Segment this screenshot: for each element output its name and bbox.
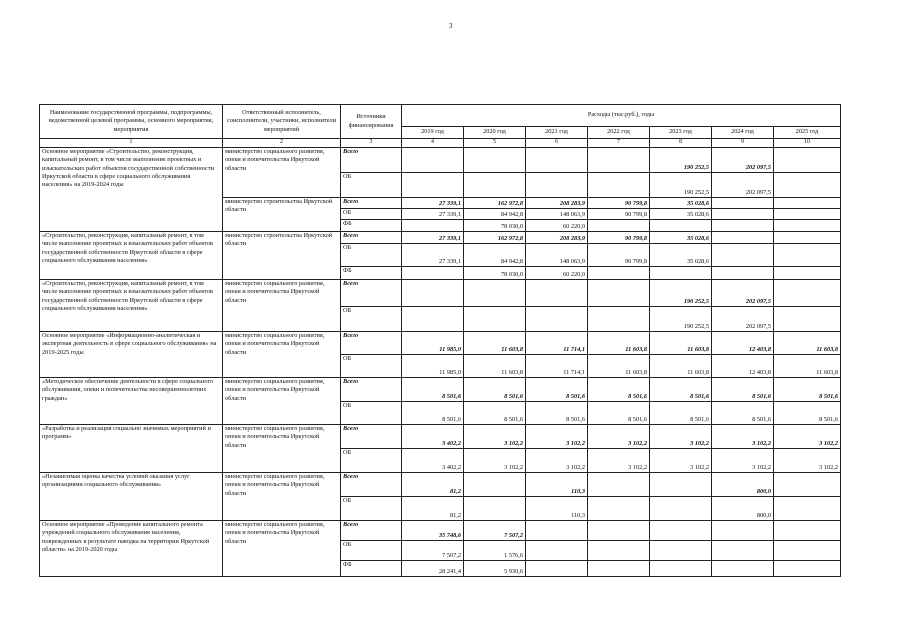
expense-value	[774, 496, 841, 520]
expense-value: 110,3	[526, 472, 588, 496]
expense-value: 35 028,6	[650, 208, 712, 219]
funding-source: Всего	[341, 279, 402, 306]
measure-name: Основное мероприятие «Проведение капитального ремонта учреждений социального обслуживания населения, поврежденных в результате паводка на территории Иркутской области» на 2019-2020 годы	[40, 520, 223, 576]
funding-source: ФБ	[341, 266, 402, 279]
expense-value	[526, 540, 588, 560]
expense-value: 3 102,2	[588, 448, 650, 472]
expense-value: 8 501,6	[464, 401, 526, 424]
funding-source: ОБ	[341, 306, 402, 331]
expense-value: 190 252,5	[650, 147, 712, 172]
responsible-executor: министерство социального развития, опеки и попечительства Иркутской области	[223, 520, 341, 576]
header-name: Наименование государственной программы, подпрограммы, ведомственной целевой программы, основного мероприятия, мероприятия	[40, 105, 223, 139]
expense-value	[774, 279, 841, 306]
expense-value	[464, 496, 526, 520]
funding-source: ОБ	[341, 496, 402, 520]
expense-value	[588, 306, 650, 331]
expense-value: 8 501,6	[402, 377, 464, 401]
expense-value	[712, 243, 774, 266]
expense-value: 110,3	[526, 496, 588, 520]
expense-value: 84 942,8	[464, 243, 526, 266]
column-index: 10	[774, 139, 841, 148]
funding-source: ФБ	[341, 560, 402, 576]
header-responsible: Ответственный исполнитель, соисполнители, участники, исполнители мероприятий	[223, 105, 341, 139]
column-index: 4	[402, 139, 464, 148]
header-year: 2022 год	[588, 127, 650, 139]
expense-value	[402, 306, 464, 331]
expense-value: 12 403,8	[712, 354, 774, 377]
page-number: 3	[449, 22, 453, 30]
header-year: 2024 год	[712, 127, 774, 139]
funding-source: ОБ	[341, 540, 402, 560]
expense-value	[712, 560, 774, 576]
expense-value: 162 972,8	[464, 231, 526, 243]
expense-value	[774, 540, 841, 560]
column-index: 5	[464, 139, 526, 148]
expense-value	[402, 266, 464, 279]
expense-value: 84 942,8	[464, 208, 526, 219]
expense-value	[712, 219, 774, 231]
expense-value: 202 097,5	[712, 306, 774, 331]
expense-value: 11 603,8	[774, 354, 841, 377]
header-source: Источники финансирования	[341, 105, 402, 139]
expense-value: 8 501,6	[588, 377, 650, 401]
table-row	[40, 331, 841, 354]
expense-value	[650, 219, 712, 231]
expense-value	[588, 560, 650, 576]
expense-value: 162 972,8	[464, 197, 526, 208]
expense-value: 81,2	[402, 496, 464, 520]
expense-value: 11 714,1	[526, 354, 588, 377]
expense-value: 3 102,2	[464, 448, 526, 472]
expense-value: 8 501,6	[464, 377, 526, 401]
expense-value	[712, 266, 774, 279]
expense-value: 11 603,8	[588, 354, 650, 377]
expense-value: 90 799,8	[588, 243, 650, 266]
expense-value: 28 241,4	[402, 560, 464, 576]
expense-value: 7 507,2	[464, 520, 526, 540]
expense-value	[774, 472, 841, 496]
expense-value: 11 603,8	[650, 331, 712, 354]
expense-value: 208 283,9	[526, 231, 588, 243]
expense-value: 11 985,0	[402, 331, 464, 354]
table-row	[40, 231, 841, 243]
measure-name: «Строительство, реконструкция, капитальный ремонт, в том числе выполнение проектных и изыскательских работ объектов государственной собственности Иркутской области в сфере социального обслуживания населения»	[40, 279, 223, 331]
measure-name: «Методическое обеспечение деятельности в сфере социального обслуживания, опеки и попечительства несовершеннолетних граждан»	[40, 377, 223, 424]
expense-value: 3 402,2	[402, 448, 464, 472]
expense-value	[650, 540, 712, 560]
expense-value	[588, 520, 650, 540]
expense-value	[650, 496, 712, 520]
expense-value	[650, 560, 712, 576]
expense-value: 190 252,5	[650, 279, 712, 306]
expense-value: 8 501,6	[774, 377, 841, 401]
funding-source: ФБ	[341, 219, 402, 231]
expense-value: 12 403,8	[712, 331, 774, 354]
column-index: 8	[650, 139, 712, 148]
expense-value	[526, 560, 588, 576]
expense-value: 3 102,2	[588, 424, 650, 448]
column-index: 9	[712, 139, 774, 148]
expense-value: 90 799,8	[588, 231, 650, 243]
funding-source: ОБ	[341, 401, 402, 424]
expense-value: 11 714,1	[526, 331, 588, 354]
expense-value	[526, 147, 588, 172]
expense-value: 8 501,6	[526, 377, 588, 401]
expense-value	[402, 219, 464, 231]
expense-value: 35 028,6	[650, 197, 712, 208]
expense-value: 35 028,6	[650, 243, 712, 266]
expense-value	[650, 266, 712, 279]
expense-value: 8 501,6	[774, 401, 841, 424]
expense-value	[464, 472, 526, 496]
expense-value: 3 102,2	[526, 424, 588, 448]
funding-source: Всего	[341, 472, 402, 496]
table-row	[40, 279, 841, 306]
expense-value: 8 501,6	[650, 377, 712, 401]
expense-value: 78 030,0	[464, 266, 526, 279]
table-row	[40, 424, 841, 448]
measure-name: Основное мероприятие «Строительство, реконструкция, капитальный ремонт, в том числе выполнение проектных и изыскательских работ объектов государственной собственности Иркутской области в сфере социального обслуживания населения» на 2019-2024 годы	[40, 147, 223, 231]
expense-value	[402, 279, 464, 306]
expense-value: 1 576,6	[464, 540, 526, 560]
expense-value: 90 799,8	[588, 197, 650, 208]
expense-value	[464, 172, 526, 197]
expense-value: 190 252,5	[650, 172, 712, 197]
expense-value: 35 028,6	[650, 231, 712, 243]
expense-value: 81,2	[402, 472, 464, 496]
expense-value	[588, 172, 650, 197]
header-expenses: Расходы (тыс.руб.), годы	[402, 105, 841, 127]
funding-source: ОБ	[341, 354, 402, 377]
expense-value: 8 501,6	[712, 401, 774, 424]
expense-value: 208 283,9	[526, 197, 588, 208]
expense-value	[774, 231, 841, 243]
expense-value	[526, 279, 588, 306]
expense-value: 3 102,2	[774, 448, 841, 472]
expense-value: 35 748,6	[402, 520, 464, 540]
expense-value: 148 063,9	[526, 243, 588, 266]
funding-source: Всего	[341, 197, 402, 208]
expense-value	[464, 279, 526, 306]
expense-value	[774, 266, 841, 279]
expense-value	[774, 219, 841, 231]
expense-value: 800,0	[712, 496, 774, 520]
expense-value: 190 252,5	[650, 306, 712, 331]
expense-value: 11 603,8	[464, 331, 526, 354]
expense-value: 3 102,2	[650, 424, 712, 448]
expense-value: 27 339,1	[402, 231, 464, 243]
expense-value	[774, 306, 841, 331]
table-row	[40, 147, 841, 172]
expense-value	[650, 520, 712, 540]
expense-value: 8 501,6	[712, 377, 774, 401]
column-index: 1	[40, 139, 223, 148]
funding-source: ОБ	[341, 208, 402, 219]
column-index: 2	[223, 139, 341, 148]
table-row	[40, 472, 841, 496]
expense-value	[712, 540, 774, 560]
expense-value: 60 220,0	[526, 266, 588, 279]
funding-source: Всего	[341, 147, 402, 172]
expense-value	[774, 172, 841, 197]
expense-value	[588, 219, 650, 231]
expense-value: 8 501,6	[402, 401, 464, 424]
table-row	[40, 377, 841, 401]
funding-source: ОБ	[341, 243, 402, 266]
expense-value	[402, 172, 464, 197]
expense-value: 27 339,1	[402, 197, 464, 208]
expense-value: 3 102,2	[650, 448, 712, 472]
responsible-executor: министерство социального развития, опеки и попечительства Иркутской области	[223, 279, 341, 331]
expense-value	[526, 520, 588, 540]
expense-value: 3 102,2	[526, 448, 588, 472]
expense-value	[650, 472, 712, 496]
expense-value: 7 507,2	[402, 540, 464, 560]
expense-value	[526, 306, 588, 331]
expense-value: 800,0	[712, 472, 774, 496]
expense-value	[588, 496, 650, 520]
expense-value	[402, 147, 464, 172]
expense-value: 3 402,2	[402, 424, 464, 448]
measure-name: «Строительство, реконструкция, капитальный ремонт, в том числе выполнение проектных и изыскательских работ объектов государственной собственности Иркутской области в сфере социального обслуживания населения»	[40, 231, 223, 279]
expense-value	[588, 266, 650, 279]
responsible-executor: министерство социального развития, опеки и попечительства Иркутской области	[223, 377, 341, 424]
expense-value	[588, 147, 650, 172]
expense-value	[712, 197, 774, 208]
expense-value: 202 097,5	[712, 172, 774, 197]
expense-value	[588, 540, 650, 560]
expense-value: 8 501,6	[588, 401, 650, 424]
expense-value: 27 339,1	[402, 243, 464, 266]
expense-value: 3 102,2	[712, 424, 774, 448]
expense-value	[464, 306, 526, 331]
expense-value: 11 603,8	[588, 331, 650, 354]
column-index: 7	[588, 139, 650, 148]
expense-value	[526, 172, 588, 197]
header-year: 2023 год	[650, 127, 712, 139]
expense-value: 148 063,9	[526, 208, 588, 219]
funding-source: Всего	[341, 424, 402, 448]
expense-value	[774, 208, 841, 219]
header-year: 2025 год	[774, 127, 841, 139]
expense-value: 5 930,6	[464, 560, 526, 576]
expense-value: 8 501,6	[650, 401, 712, 424]
expense-value: 90 799,8	[588, 208, 650, 219]
expense-value: 11 603,8	[650, 354, 712, 377]
funding-source: Всего	[341, 231, 402, 243]
funding-source: ОБ	[341, 448, 402, 472]
expense-value: 11 603,8	[774, 331, 841, 354]
header-year: 2021 год	[526, 127, 588, 139]
expense-value	[464, 147, 526, 172]
expense-value	[712, 231, 774, 243]
expense-value	[588, 279, 650, 306]
expense-value: 8 501,6	[526, 401, 588, 424]
funding-source: Всего	[341, 377, 402, 401]
expense-value: 3 102,2	[712, 448, 774, 472]
expense-value: 60 220,0	[526, 219, 588, 231]
responsible-executor: министерство социального развития, опеки и попечительства Иркутской области	[223, 147, 341, 197]
expense-value: 3 102,2	[464, 424, 526, 448]
header-year: 2020 год	[464, 127, 526, 139]
budget-table	[39, 104, 841, 577]
measure-name: Основное мероприятие «Информационно-аналитическая и экспертная деятельность в сфере социального обслуживания» на 2019-2025 годы	[40, 331, 223, 377]
expense-value	[774, 520, 841, 540]
expense-value	[712, 208, 774, 219]
table-row	[40, 520, 841, 540]
header-year: 2019 год	[402, 127, 464, 139]
expense-value: 78 030,0	[464, 219, 526, 231]
expense-value: 11 603,8	[464, 354, 526, 377]
expense-value	[774, 197, 841, 208]
expense-value	[588, 472, 650, 496]
funding-source: Всего	[341, 331, 402, 354]
expense-value: 3 102,2	[774, 424, 841, 448]
expense-value: 27 339,1	[402, 208, 464, 219]
responsible-executor: министерство социального развития, опеки и попечительства Иркутской области	[223, 472, 341, 520]
expense-value: 11 985,0	[402, 354, 464, 377]
expense-value	[774, 147, 841, 172]
responsible-executor: министерство строительства Иркутской области	[223, 197, 341, 231]
expense-value: 202 097,5	[712, 279, 774, 306]
responsible-executor: министерство социального развития, опеки и попечительства Иркутской области	[223, 331, 341, 377]
expense-value	[712, 520, 774, 540]
expense-value	[774, 243, 841, 266]
measure-name: «Независимая оценка качества условий оказания услуг организациями социального обслуживания»	[40, 472, 223, 520]
funding-source: ОБ	[341, 172, 402, 197]
column-index: 3	[341, 139, 402, 148]
measure-name: «Разработка и реализация социально значимых мероприятий и программ»	[40, 424, 223, 472]
funding-source: Всего	[341, 520, 402, 540]
column-index: 6	[526, 139, 588, 148]
expense-value	[774, 560, 841, 576]
responsible-executor: министерство социального развития, опеки и попечительства Иркутской области	[223, 424, 341, 472]
expense-value: 202 097,5	[712, 147, 774, 172]
responsible-executor: министерство строительства Иркутской области	[223, 231, 341, 279]
